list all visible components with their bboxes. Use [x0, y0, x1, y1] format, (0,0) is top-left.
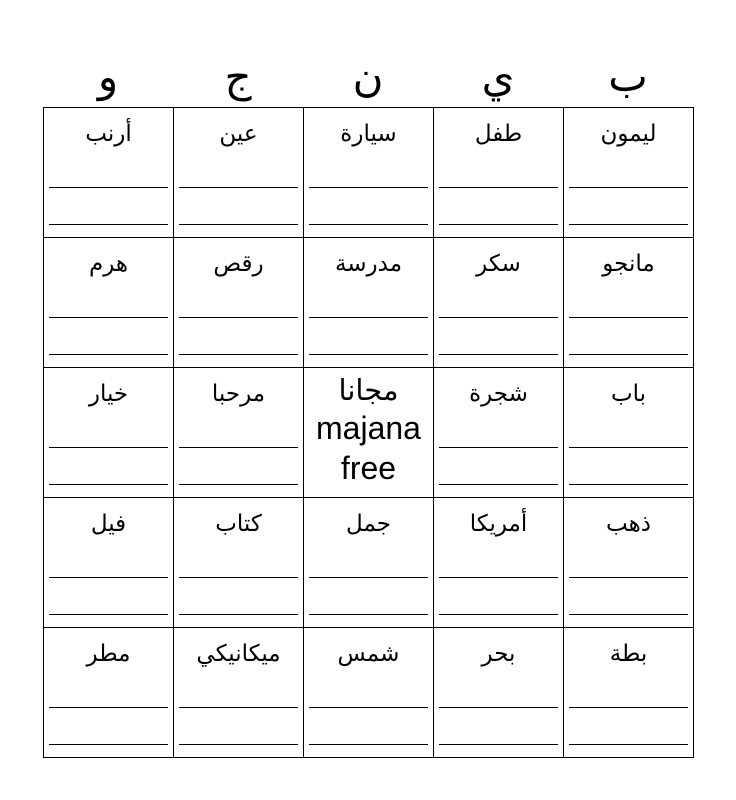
- answer-line: [49, 577, 168, 578]
- free-space-arabic: مجانا: [338, 375, 399, 407]
- board-cell: [304, 628, 434, 758]
- cell-word: باب: [610, 380, 647, 406]
- cell-word: بحر: [481, 640, 516, 666]
- cell-word: مدرسة: [334, 250, 403, 276]
- board-cell: [564, 628, 694, 758]
- board-cell: [304, 108, 434, 238]
- board-cell: [44, 368, 174, 498]
- answer-line: [309, 224, 428, 225]
- answer-line: [569, 744, 688, 745]
- bingo-board: [43, 107, 694, 758]
- board-cell: [564, 498, 694, 628]
- answer-line: [49, 447, 168, 448]
- free-space-cell: [304, 368, 434, 498]
- board-cell: [564, 238, 694, 368]
- cell-word: خيار: [88, 380, 129, 406]
- answer-line: [439, 484, 558, 485]
- answer-line: [309, 187, 428, 188]
- board-cell: [44, 108, 174, 238]
- cell-word: رقص: [213, 250, 264, 276]
- board-cell: [434, 108, 564, 238]
- cell-word: ليمون: [600, 120, 657, 146]
- answer-line: [179, 447, 298, 448]
- cell-word: شمس: [337, 640, 400, 666]
- cell-word: مرحبا: [211, 380, 266, 406]
- cell-word: ميكانيكي: [196, 640, 281, 666]
- cell-word: طفل: [474, 120, 523, 146]
- answer-line: [309, 354, 428, 355]
- answer-line: [179, 317, 298, 318]
- cell-word: سيارة: [340, 120, 397, 146]
- cell-word: كتاب: [215, 510, 262, 536]
- board-cell: [44, 628, 174, 758]
- board-row: [44, 498, 694, 628]
- free-space-transliteration: majana: [316, 410, 421, 446]
- answer-line: [179, 224, 298, 225]
- answer-line: [569, 484, 688, 485]
- board-cell: [434, 628, 564, 758]
- answer-line: [569, 447, 688, 448]
- answer-line: [179, 744, 298, 745]
- answer-line: [439, 317, 558, 318]
- column-header-letter: ب: [608, 53, 648, 100]
- answer-line: [569, 354, 688, 355]
- answer-line: [439, 744, 558, 745]
- board-cell: [434, 368, 564, 498]
- answer-line: [309, 577, 428, 578]
- answer-line: [569, 317, 688, 318]
- answer-line: [439, 187, 558, 188]
- column-header-letter: ي: [481, 53, 515, 100]
- board-cell: [434, 238, 564, 368]
- answer-line: [569, 707, 688, 708]
- cell-word: مانجو: [602, 250, 655, 276]
- column-header-letter: و: [97, 53, 119, 100]
- cell-word: شجرة: [469, 380, 528, 406]
- column-header-letter: ن: [352, 53, 384, 100]
- cell-word: ذهب: [606, 510, 651, 536]
- board-cell: [304, 498, 434, 628]
- answer-line: [179, 187, 298, 188]
- answer-line: [179, 354, 298, 355]
- board-cell: [174, 238, 304, 368]
- cell-word: أرنب: [85, 120, 132, 146]
- answer-line: [569, 187, 688, 188]
- column-headers: [43, 52, 693, 102]
- answer-line: [439, 224, 558, 225]
- answer-line: [569, 577, 688, 578]
- board-row: [44, 238, 694, 368]
- board-cell: [44, 238, 174, 368]
- free-space-label: [304, 374, 433, 488]
- board-cell: [174, 368, 304, 498]
- answer-line: [309, 744, 428, 745]
- answer-line: [49, 744, 168, 745]
- answer-line: [569, 224, 688, 225]
- cell-word: فيل: [90, 510, 127, 536]
- answer-line: [49, 484, 168, 485]
- free-space-english: free: [340, 450, 397, 486]
- board-cell: [44, 498, 174, 628]
- answer-line: [439, 614, 558, 615]
- answer-line: [439, 577, 558, 578]
- cell-word: جمل: [346, 510, 391, 536]
- board-cell: [434, 498, 564, 628]
- board-cell: [174, 108, 304, 238]
- cell-word: أمريكا: [469, 510, 528, 536]
- answer-line: [179, 614, 298, 615]
- answer-line: [49, 224, 168, 225]
- answer-line: [439, 447, 558, 448]
- answer-line: [179, 484, 298, 485]
- board-cell: [564, 368, 694, 498]
- answer-line: [179, 577, 298, 578]
- column-header-letter: ج: [224, 53, 252, 100]
- answer-line: [49, 354, 168, 355]
- cell-word: سكر: [476, 250, 521, 276]
- board-cell: [174, 498, 304, 628]
- cell-word: عين: [219, 120, 258, 146]
- answer-line: [49, 187, 168, 188]
- answer-line: [439, 354, 558, 355]
- board-cell: [174, 628, 304, 758]
- cell-word: هرم: [88, 250, 129, 276]
- answer-line: [309, 707, 428, 708]
- board-row: [44, 628, 694, 758]
- answer-line: [439, 707, 558, 708]
- answer-line: [179, 707, 298, 708]
- answer-line: [569, 614, 688, 615]
- answer-line: [49, 317, 168, 318]
- board-cell: [564, 108, 694, 238]
- answer-line: [49, 707, 168, 708]
- answer-line: [309, 317, 428, 318]
- board-row: [44, 368, 694, 498]
- answer-line: [49, 614, 168, 615]
- board-cell: [304, 238, 434, 368]
- cell-word: مطر: [86, 640, 131, 666]
- board-row: [44, 108, 694, 238]
- answer-line: [309, 614, 428, 615]
- cell-word: بطة: [609, 640, 648, 666]
